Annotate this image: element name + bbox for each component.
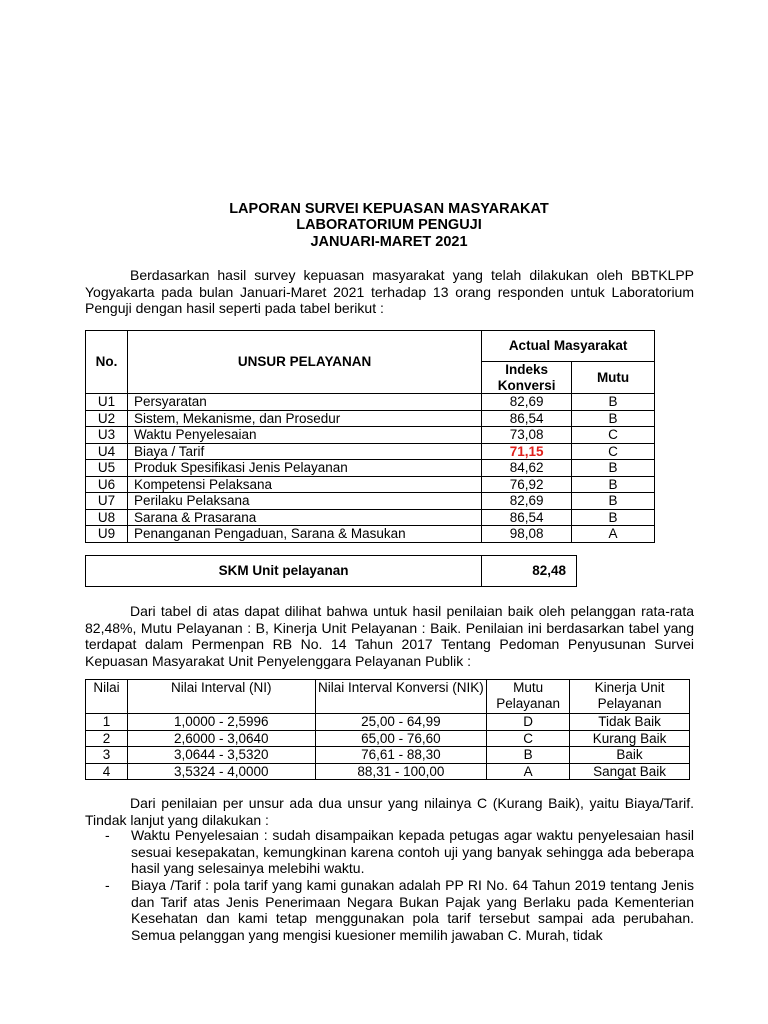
row-kinerja: Baik xyxy=(570,747,690,764)
table-row xyxy=(86,526,655,543)
row-mutu: C xyxy=(572,427,655,444)
row-unsur: Waktu Penyelesaian xyxy=(127,427,481,444)
row-mutu: A xyxy=(572,526,655,543)
skm-value: 82,48 xyxy=(482,556,577,587)
follow-up-paragraph: Dari penilaian per unsur ada dua unsur yang nilainya C (Kurang Baik), yaitu Biaya/Tarif. Tindak lanjut yang dilakukan : xyxy=(85,795,694,828)
header-nilai: Nilai xyxy=(86,680,128,714)
row-no: U8 xyxy=(86,509,128,526)
header-actual-masyarakat: Actual Masyarakat xyxy=(482,331,655,362)
table-row xyxy=(86,410,655,427)
row-unsur: Kompetensi Pelaksana xyxy=(127,476,481,493)
row-interval: 3,0644 - 3,5320 xyxy=(127,747,315,764)
header-kinerja: Kinerja Unit Pelayanan xyxy=(570,680,690,714)
row-mutu: B xyxy=(572,476,655,493)
row-unsur: Penanganan Pengaduan, Sarana & Masukan xyxy=(127,526,481,543)
row-unsur: Perilaku Pelaksana xyxy=(127,493,481,510)
row-unsur: Sarana & Prasarana xyxy=(127,509,481,526)
service-elements-table xyxy=(85,330,655,543)
row-indeks: 73,08 xyxy=(482,427,572,444)
row-indeks: 82,69 xyxy=(482,493,572,510)
row-kinerja: Kurang Baik xyxy=(570,730,690,747)
table-header-row xyxy=(86,680,690,714)
table-row xyxy=(86,476,655,493)
row-mutu: C xyxy=(572,443,655,460)
header-mutu: Mutu xyxy=(572,362,655,394)
row-mutu: B xyxy=(572,394,655,411)
header-no: No. xyxy=(86,331,128,394)
row-mutu: C xyxy=(487,730,570,747)
row-nilai: 2 xyxy=(86,730,128,747)
table-row xyxy=(86,747,690,764)
skm-summary-box xyxy=(85,555,577,587)
row-mutu: A xyxy=(487,763,570,780)
row-mutu: B xyxy=(572,493,655,510)
bullet-marker: - xyxy=(105,827,110,843)
row-interval: 1,0000 - 2,5996 xyxy=(127,714,315,731)
row-unsur: Persyaratan xyxy=(127,394,481,411)
row-no: U2 xyxy=(86,410,128,427)
row-no: U1 xyxy=(86,394,128,411)
header-mutu-pelayanan: Mutu Pelayanan xyxy=(487,680,570,714)
rating-interval-table xyxy=(85,679,690,780)
row-konversi: 76,61 - 88,30 xyxy=(315,747,487,764)
table-row xyxy=(86,763,690,780)
row-no: U5 xyxy=(86,460,128,477)
row-nilai: 1 xyxy=(86,714,128,731)
row-indeks: 84,62 xyxy=(482,460,572,477)
row-indeks: 76,92 xyxy=(482,476,572,493)
row-indeks: 86,54 xyxy=(482,410,572,427)
explanation-paragraph: Dari tabel di atas dapat dilihat bahwa untuk hasil penilaian baik oleh pelanggan rata-rata 82,48%, Mutu Pelayanan : B, Kinerja Unit Pelayanan : Baik. Penilaian ini berdasarkan tabel yang terdapat dalam Permenpan RB No. 14 Tahun 2017 Tentang Pedoman Penyusunan Survei Kepuasan Masyarakat Unit Penyelenggara Pelayanan Publik : xyxy=(85,603,694,669)
row-indeks: 86,54 xyxy=(482,509,572,526)
row-kinerja: Tidak Baik xyxy=(570,714,690,731)
header-interval: Nilai Interval (NI) xyxy=(127,680,315,714)
row-no: U9 xyxy=(86,526,128,543)
table-row xyxy=(86,493,655,510)
row-unsur: Produk Spesifikasi Jenis Pelayanan xyxy=(127,460,481,477)
row-no: U6 xyxy=(86,476,128,493)
header-unsur: UNSUR PELAYANAN xyxy=(127,331,481,394)
row-mutu: D xyxy=(487,714,570,731)
table-row xyxy=(86,714,690,731)
row-unsur: Sistem, Mekanisme, dan Prosedur xyxy=(127,410,481,427)
row-indeks: 82,69 xyxy=(482,394,572,411)
header-indeks-konversi: Indeks Konversi xyxy=(482,362,572,394)
row-no: U4 xyxy=(86,443,128,460)
header-konversi: Nilai Interval Konversi (NIK) xyxy=(315,680,487,714)
row-nilai: 3 xyxy=(86,747,128,764)
table-header-row xyxy=(86,331,655,362)
intro-paragraph: Berdasarkan hasil survey kepuasan masyarakat yang telah dilakukan oleh BBTKLPP Yogyakarta pada bulan Januari-Maret 2021 terhadap 13 orang responden untuk Laboratorium Penguji dengan hasil seperti pada tabel berikut : xyxy=(85,267,694,316)
table-row xyxy=(86,460,655,477)
row-mutu: B xyxy=(572,410,655,427)
row-konversi: 88,31 - 100,00 xyxy=(315,763,487,780)
report-title-line-2: LABORATORIUM PENGUJI xyxy=(296,217,482,233)
table-row xyxy=(86,394,655,411)
table-row xyxy=(86,509,655,526)
table-row xyxy=(86,730,690,747)
bullet-marker: - xyxy=(105,877,110,893)
row-konversi: 65,00 - 76,60 xyxy=(315,730,487,747)
report-title-line-3: JANUARI-MARET 2021 xyxy=(310,234,468,250)
report-title-line-1: LAPORAN SURVEI KEPUASAN MASYARAKAT xyxy=(229,201,549,217)
row-interval: 2,6000 - 3,0640 xyxy=(127,730,315,747)
row-nilai: 4 xyxy=(86,763,128,780)
row-unsur: Biaya / Tarif xyxy=(127,443,481,460)
row-mutu: B xyxy=(572,509,655,526)
bullet-biaya-tarif: Biaya /Tarif : pola tarif yang kami gunakan adalah PP RI No. 64 Tahun 2019 tentang Jenis dan Tarif atas Jenis Penerimaan Negara Bukan Pajak yang Berlaku pada Kementerian Kesehatan dan kami tetap menggunakan pola tarif tersebut sampai ada perubahan. Semua pelanggan yang mengisi kuesioner memilih jawaban C. Murah, tidak xyxy=(131,877,694,943)
bullet-waktu-penyelesaian: Waktu Penyelesaian : sudah disampaikan kepada petugas agar waktu penyelesaian hasil sesuai kesepakatan, kemungkinan karena contoh uji yang banyak sehingga ada beberapa hasil yang selesainya melebihi waktu. xyxy=(131,827,694,876)
row-no: U7 xyxy=(86,493,128,510)
skm-label: SKM Unit pelayanan xyxy=(86,556,482,587)
row-mutu: B xyxy=(572,460,655,477)
row-interval: 3,5324 - 4,0000 xyxy=(127,763,315,780)
row-indeks: 98,08 xyxy=(482,526,572,543)
table-row xyxy=(86,427,655,444)
table-row xyxy=(86,443,655,460)
row-kinerja: Sangat Baik xyxy=(570,763,690,780)
row-mutu: B xyxy=(487,747,570,764)
row-indeks-highlighted: 71,15 xyxy=(482,443,572,460)
row-no: U3 xyxy=(86,427,128,444)
row-konversi: 25,00 - 64,99 xyxy=(315,714,487,731)
